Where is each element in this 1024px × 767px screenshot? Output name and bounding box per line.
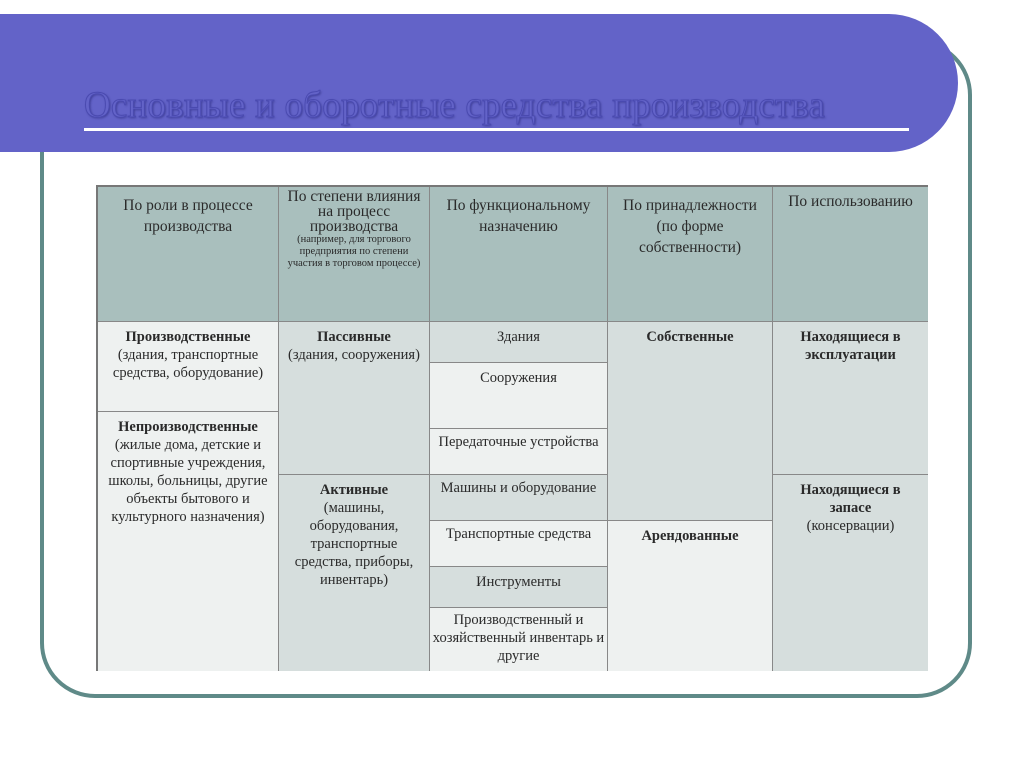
function-item-text: Машины и оборудование — [440, 480, 597, 496]
ownership-own — [608, 322, 773, 521]
header-influence-text: По степени влияния на процесс производства — [287, 188, 421, 235]
role-nonproduction-desc: (жилые дома, детские и спортивные учреждения, школы, больницы, другие объекты бытового и культурного назначения) — [108, 437, 268, 525]
influence-active-title: Активные — [319, 482, 389, 498]
header-usage — [773, 187, 928, 322]
header-usage-text: По использованию — [788, 193, 913, 210]
function-item-text: Инструменты — [476, 574, 561, 590]
function-item-text: Транспортные средства — [445, 526, 592, 542]
header-influence — [279, 187, 430, 322]
header-ownership-text: По принадлежности (по форме собственности) — [623, 197, 757, 256]
usage-in-operation-text: Находящиеся в эксплуатации — [800, 329, 901, 363]
slide-title: Основные и оборотные средства производства — [84, 85, 826, 126]
function-item-text: Передаточные устройства — [438, 434, 599, 450]
role-production — [98, 322, 279, 412]
function-item — [430, 521, 608, 567]
ownership-rented-text: Арендованные — [641, 528, 739, 544]
usage-in-reserve — [773, 475, 928, 671]
usage-in-operation — [773, 322, 928, 475]
influence-active-desc: (машины, оборудования, транспортные средства, приборы, инвентарь) — [294, 500, 414, 588]
classification-table — [96, 185, 928, 671]
title-banner — [0, 14, 958, 152]
function-item — [430, 567, 608, 608]
role-nonproduction — [98, 412, 279, 671]
usage-in-reserve-desc: (консервации) — [806, 518, 895, 534]
influence-active — [279, 475, 430, 671]
influence-passive-title: Пассивные — [317, 329, 391, 345]
header-function-text: По функциональному назначению — [446, 197, 591, 235]
function-item-text: Сооружения — [480, 370, 557, 386]
influence-passive-desc: (здания, сооружения) — [288, 347, 420, 363]
influence-passive — [279, 322, 430, 475]
function-item — [430, 429, 608, 475]
header-role-text: По роли в процессе производства — [123, 197, 253, 235]
header-ownership — [608, 187, 773, 322]
role-nonproduction-title: Непроизводственные — [118, 419, 258, 435]
title-underline — [84, 128, 909, 131]
header-role — [98, 187, 279, 322]
function-item — [430, 322, 608, 363]
usage-in-reserve-title: Находящиеся в запасе — [800, 482, 901, 516]
function-item-text: Здания — [497, 329, 540, 345]
function-item — [430, 363, 608, 429]
header-function — [430, 187, 608, 322]
function-item — [430, 475, 608, 521]
ownership-own-text: Собственные — [646, 329, 734, 345]
role-production-desc: (здания, транспортные средства, оборудование) — [112, 347, 264, 381]
role-production-title: Производственные — [125, 329, 251, 345]
header-influence-note: (например, для торгового предприятия по степени участия в торговом процессе) — [287, 234, 421, 269]
ownership-rented — [608, 521, 773, 671]
function-item — [430, 608, 608, 671]
function-item-text: Производственный и хозяйственный инвентарь и другие — [432, 612, 605, 664]
